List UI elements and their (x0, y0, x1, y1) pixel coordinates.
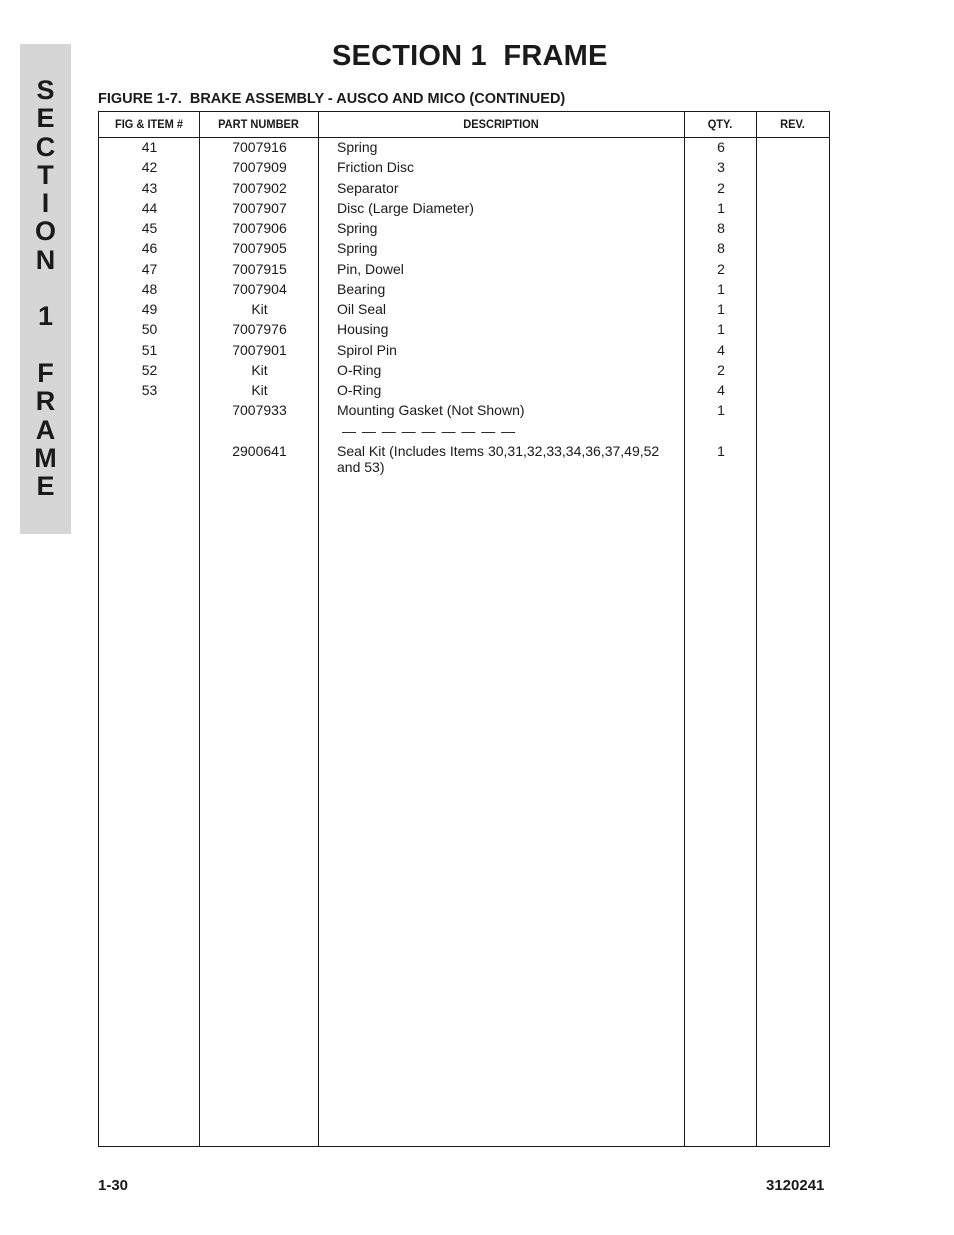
table-row (99, 402, 831, 422)
part-qty: 1 (717, 200, 725, 216)
part-number: 7007904 (232, 281, 287, 297)
item-number: 45 (141, 220, 158, 236)
part-description: Spring (337, 220, 378, 236)
side-tab-letter (20, 274, 71, 302)
column-header-part-number: PART NUMBER (218, 117, 299, 131)
part-description: Spirol Pin (337, 342, 397, 358)
part-description: O-Ring (337, 382, 382, 398)
part-qty: 1 (717, 281, 725, 297)
column-header-qty: QTY. (707, 117, 733, 131)
side-tab-letter: 1 (37, 301, 54, 332)
part-description: Seal Kit (Includes Items 30,31,32,33,34,36,37,49,52 and 53) (337, 443, 660, 475)
part-number: Kit (251, 382, 268, 398)
table-row (99, 139, 831, 159)
part-number: 7007907 (232, 200, 287, 216)
part-description: Spring (337, 240, 378, 256)
part-number: 2900641 (232, 443, 287, 459)
column-header-description: DESCRIPTION (463, 117, 539, 131)
part-qty: 4 (717, 342, 725, 358)
item-number: 44 (141, 200, 158, 216)
side-tab-letter: N (35, 244, 56, 275)
table-row (99, 200, 831, 220)
part-number: 7007905 (232, 240, 287, 256)
part-qty: 1 (717, 321, 725, 337)
table-row (99, 159, 831, 179)
part-description: Separator (337, 180, 399, 196)
table-row (99, 362, 831, 382)
page-number: 1-30 (98, 1177, 129, 1194)
part-qty: 4 (717, 382, 725, 398)
table-row (99, 342, 831, 362)
part-number: 7007916 (232, 139, 287, 155)
side-tab-letter: I (41, 188, 50, 219)
part-qty: 8 (717, 220, 725, 236)
side-tab-letter: R (35, 386, 56, 417)
part-qty: 1 (717, 402, 725, 418)
parts-table (98, 111, 830, 1147)
part-description: Bearing (337, 281, 386, 297)
item-number: 52 (141, 362, 158, 378)
side-tab-letters (20, 76, 71, 500)
part-description: Friction Disc (337, 159, 415, 175)
side-tab-letter: A (35, 414, 56, 445)
item-number: 42 (141, 159, 158, 175)
part-number: 7007906 (232, 220, 287, 236)
item-number: 53 (141, 382, 158, 398)
part-description: Spring (337, 139, 378, 155)
part-qty: 6 (717, 139, 725, 155)
table-row (99, 240, 831, 260)
part-description: Mounting Gasket (Not Shown) (337, 402, 525, 418)
header-divider (99, 137, 829, 138)
part-qty: 8 (717, 240, 725, 256)
item-number: 41 (141, 139, 158, 155)
part-number: 7007902 (232, 180, 287, 196)
part-description: Pin, Dowel (337, 261, 404, 277)
column-header-rev: REV. (780, 117, 805, 131)
column-header-item: FIG & ITEM # (114, 117, 184, 131)
item-number: 51 (141, 342, 158, 358)
side-tab-letter (20, 331, 71, 359)
part-qty: 3 (717, 159, 725, 175)
item-number: 46 (141, 240, 158, 256)
part-number: 7007901 (232, 342, 287, 358)
table-row (99, 382, 831, 402)
section-title: SECTION 1 FRAME (332, 40, 608, 72)
part-qty: 2 (717, 362, 725, 378)
table-row (99, 301, 831, 321)
side-tab-letter: O (34, 216, 56, 247)
part-number: 7007909 (232, 159, 287, 175)
table-row (99, 443, 831, 483)
part-number: 7007976 (232, 321, 287, 337)
section-side-tab (20, 44, 71, 534)
part-description: Housing (337, 321, 389, 337)
item-number: 50 (141, 321, 158, 337)
part-description: Oil Seal (337, 301, 387, 317)
part-description: Disc (Large Diameter) (337, 200, 474, 216)
side-tab-letter: M (34, 442, 57, 473)
part-number: Kit (251, 301, 268, 317)
table-row (99, 220, 831, 240)
table-row (99, 180, 831, 200)
part-qty: 2 (717, 261, 725, 277)
side-tab-letter: T (37, 159, 54, 190)
side-tab-letter: E (36, 103, 55, 134)
part-qty: 2 (717, 180, 725, 196)
side-tab-letter: E (36, 471, 55, 502)
side-tab-letter: C (35, 131, 56, 162)
side-tab-letter: F (37, 357, 54, 388)
kit-divider: — — — — — — — — — (342, 423, 517, 439)
table-row (99, 321, 831, 341)
part-number: Kit (251, 362, 268, 378)
part-description: O-Ring (337, 362, 382, 378)
side-tab-letter: S (36, 75, 55, 105)
figure-title: FIGURE 1-7. BRAKE ASSEMBLY - AUSCO AND MICO (CONTINUED) (98, 91, 566, 107)
part-qty: 1 (717, 443, 725, 459)
table-row (99, 261, 831, 281)
table-row (99, 281, 831, 301)
part-number: 7007915 (232, 261, 287, 277)
item-number: 43 (141, 180, 158, 196)
item-number: 49 (141, 301, 158, 317)
part-number: 7007933 (232, 402, 287, 418)
part-qty: 1 (717, 301, 725, 317)
item-number: 47 (141, 261, 158, 277)
document-number: 3120241 (766, 1177, 825, 1194)
item-number: 48 (141, 281, 158, 297)
